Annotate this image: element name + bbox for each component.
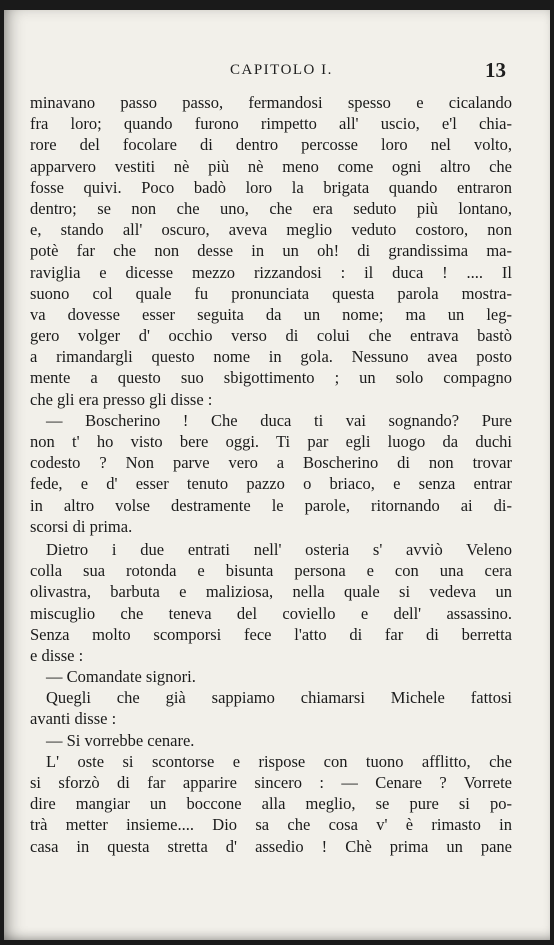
text-line: gero volger d' occhio verso di colui che entrava bastò	[30, 326, 512, 346]
text-line: fede, e d' esser tenuto pazzo o briaco, e senza entrar	[30, 474, 512, 494]
text-line: si sforzò di far apparire sincero : — Cenare ? Vorrete	[30, 773, 512, 792]
text-line: L' oste si scontorse e rispose con tuono afflitto, che	[46, 751, 512, 771]
text-line: olivastra, barbuta e maliziosa, nella quale si vedeva un	[30, 582, 512, 602]
text-line: — Comandate signori.	[46, 667, 196, 687]
text-line: — Si vorrebbe cenare.	[46, 730, 195, 750]
text-line: in altro volse destramente le parole, ritornando ai di-	[30, 495, 512, 515]
text-line: avanti disse :	[30, 709, 117, 729]
text-line: raviglia e dicesse mezzo rizzandosi : il duca ! .... Il	[30, 262, 512, 282]
text-line: potè far che non desse in un oh! di grandissima ma-	[30, 241, 512, 261]
text-line: mente a questo suo sbigottimento ; un solo compagno	[30, 368, 512, 388]
text-line: codesto ? Non parve vero a Boscherino di non trovar	[30, 453, 512, 473]
text-line: scorsi di prima.	[30, 516, 133, 536]
text-line: minavano passo passo, fermandosi spesso e cicalando	[30, 93, 512, 112]
text-line: va dovesse esser seguita da un nome; ma un leg-	[30, 304, 512, 324]
text-line: colla sua rotonda e bisunta persona e con una cera	[30, 561, 512, 581]
text-line: e disse :	[30, 645, 84, 665]
text-line: fra loro; quando furono rimpetto all' uscio, e'l chia-	[30, 114, 512, 134]
running-head: CAPITOLO I.	[230, 62, 333, 78]
text-line: suono col quale fu pronunciata questa parola mostra-	[30, 283, 512, 303]
text-line: che gli era presso gli disse :	[30, 389, 213, 409]
text-line: dire mangiar un boccone alla meglio, se pure si po-	[30, 794, 512, 814]
text-line: fosse quivi. Poco badò loro la brigata quando entraron	[30, 177, 512, 197]
book-page	[4, 10, 550, 940]
text-line: non t' ho visto bere oggi. Ti par egli luogo da duchi	[30, 432, 512, 451]
text-line: e, stando all' oscuro, aveva meglio veduto costoro, non	[30, 220, 512, 240]
text-line: miscuglio che teneva del coviello e dell' assassino.	[30, 603, 512, 623]
text-line: trà metter insieme.... Dio sa che cosa v' è rimasto in	[30, 815, 512, 835]
text-line: Quegli che già sappiamo chiamarsi Michele fattosi	[46, 688, 512, 708]
text-line: — Boscherino ! Che duca ti vai sognando? Pure	[46, 410, 512, 430]
text-line: Dietro i due entrati nell' osteria s' avviò Veleno	[46, 539, 512, 559]
page-number: 13	[485, 58, 506, 82]
text-line: casa in questa stretta d' assedio ! Chè prima un pane	[30, 836, 512, 856]
text-line: a rimandargli questo nome in gola. Nessuno avea posto	[30, 347, 512, 367]
text-line: apparvero vestiti nè più nè meno come ogni altro che	[30, 156, 512, 176]
text-line: dentro; se non che uno, che era seduto più lontano,	[30, 198, 512, 218]
text-line: Senza molto scomporsi fece l'atto di far di berretta	[30, 624, 512, 644]
body-text	[30, 92, 512, 857]
text-line: rore del focolare di dentro percosse loro nel volto,	[30, 135, 512, 155]
page-header	[4, 58, 550, 84]
